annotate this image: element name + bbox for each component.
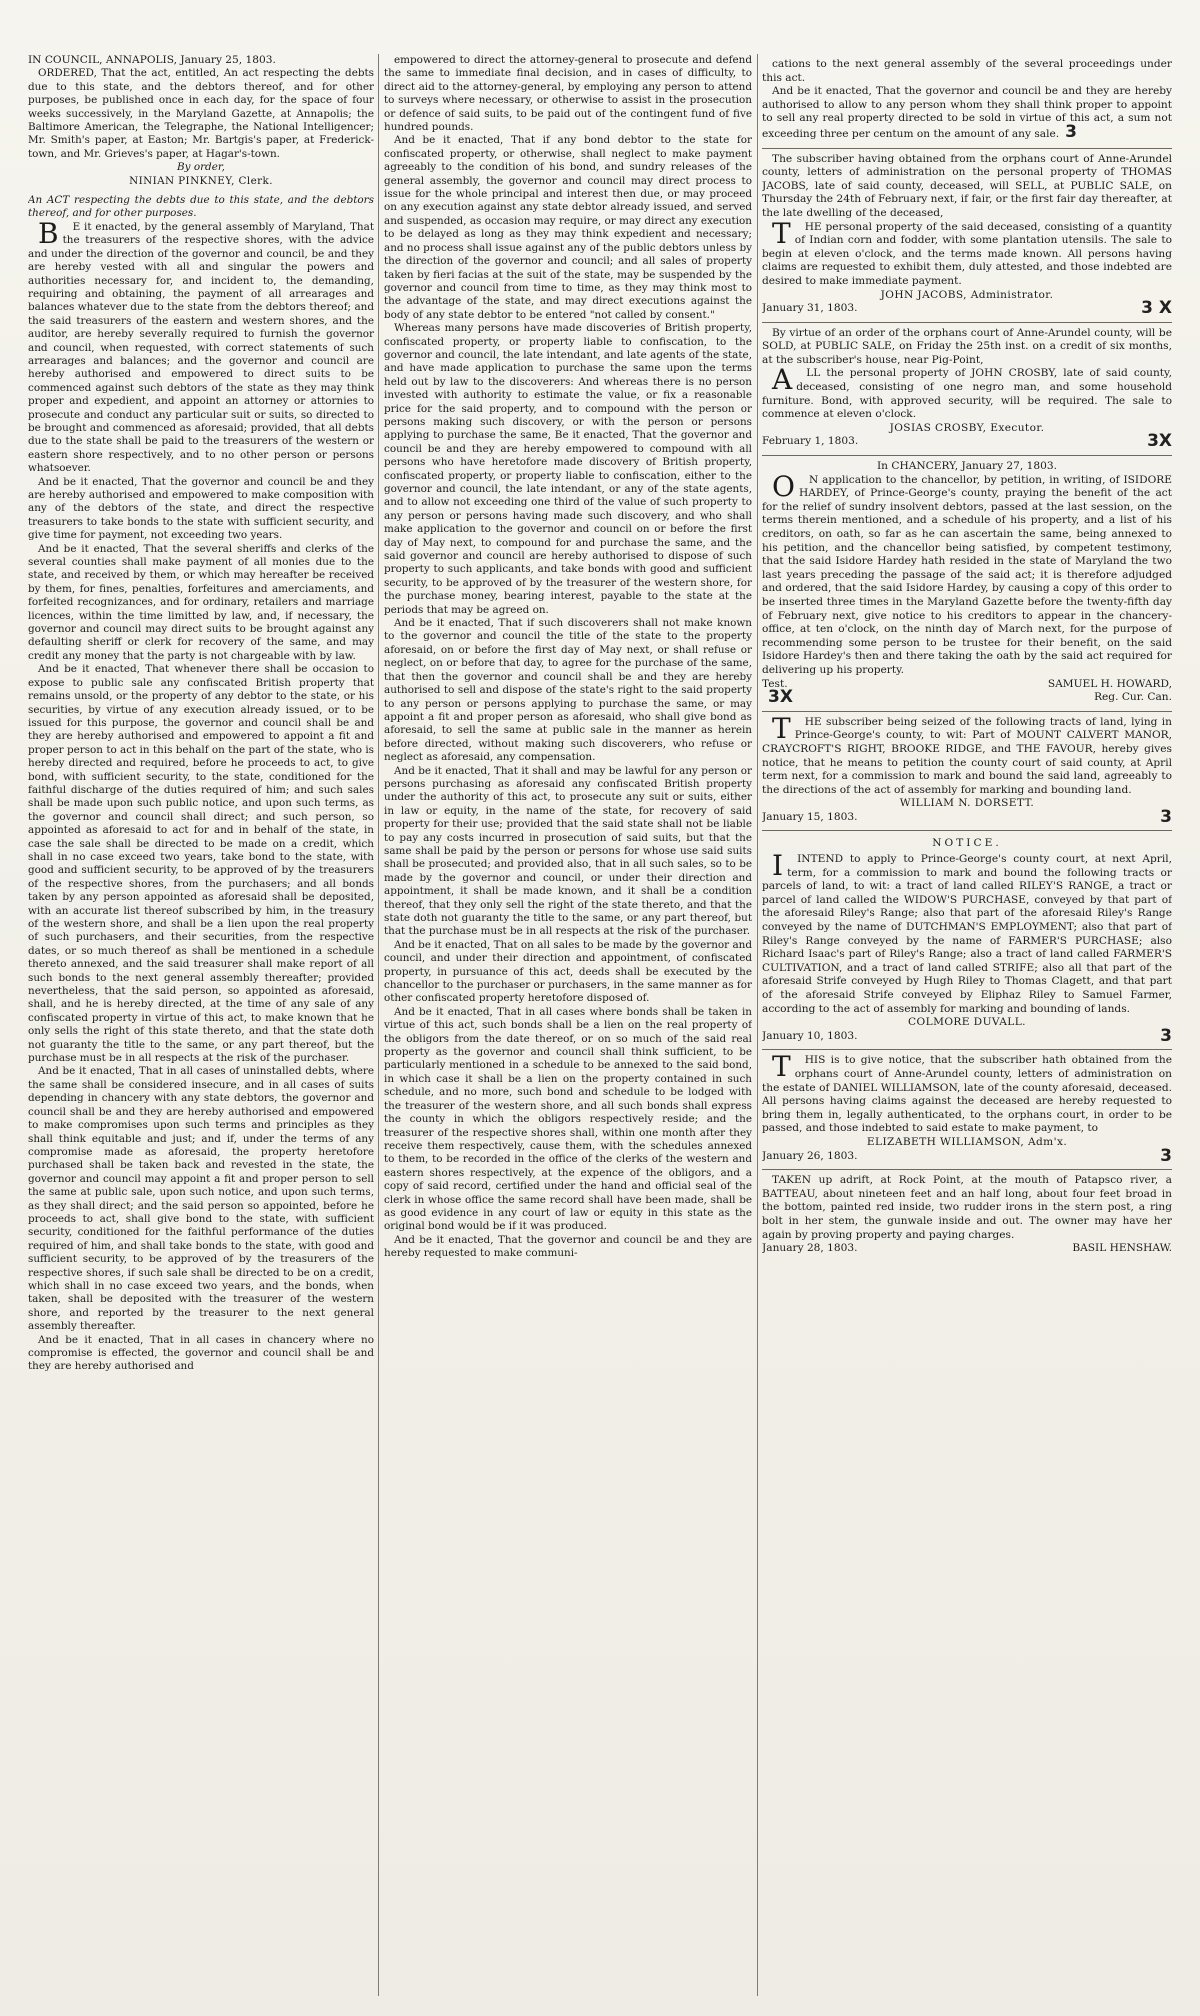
act-paragraph: cations to the next general assembly of the several proceedings under this act. — [762, 58, 1172, 84]
act-conclusion — [762, 54, 1172, 149]
act-paragraph: And be it enacted, That if any bond debtor to the state for confiscated property, or otherwise, shall neglect to make payment agreeably to the condition of his bond, and sundry releases of the general assembly, the governor and council may direct process to issue for the whole principal and interest then due, or may proceed on any execution against any state debtor already issued, and served and suspended, as occasion may require, or may direct any execution to be delayed as long as they may think expedient and necessary; and no process shall issue against any of the public debtors unless by the direction of the governor and council; and all sales of property taken by fieri facias at the suit of the state, may be suspended by the governor and council from time to time, as they may think most to the advantage of the state, and may direct executions against the body of any state debtor to be entered "not called by consent." — [384, 134, 752, 321]
ad-signature: WILLIAM N. DORSETT. — [899, 797, 1035, 810]
ad-signature: BASIL HENSHAW. — [1072, 1242, 1172, 1255]
ad-text: I INTEND to apply to Prince-George's county court, at next April, term, for a commission to mark and bound the following tracts or parcels of land, to wit: a tract of land called RILEY'S RANGE, a tract or parcel of land called the WIDOW'S PURCHASE, conveyed by that part of the aforesaid Riley's Range; also that part of the aforesaid Riley's Range conveyed by the name of DUTCHMAN'S EMPLOYMENT; also that part of Riley's Range conveyed by the name of FARMER'S PURCHASE; also Richard Isaac's part of Riley's Range; also a tract of land called FARMER'S CULTIVATION, and a tract of land called STRIFE; also all that part of the aforesaid Strife conveyed by Hugh Riley to Thomas Clagett, and that part of the aforesaid Strife conveyed by Eliphaz Riley to Samuel Farmer, according to the act of assembly for marking and bounding of lands. — [762, 849, 1172, 1015]
act-paragraph: And be it enacted, That on all sales to be made by the governor and council, and under their direction and appointment, of confiscated property, in pursuance of this act, deeds shall be executed by the chancellor to the purchaser or purchasers, in the same manner as for other confiscated property heretofore disposed of. — [384, 938, 752, 1005]
drop-cap: T — [772, 1050, 791, 1084]
drop-cap: T — [772, 216, 791, 250]
handwritten-mark: 3 — [1160, 1025, 1172, 1046]
handwritten-mark: 3 — [1160, 1145, 1172, 1166]
ad-dateline: In CHANCERY, January 27, 1803. — [877, 460, 1057, 473]
handwritten-mark: 3 X — [1141, 298, 1172, 319]
ad-text: T HIS is to give notice, that the subscriber hath obtained from the orphans court of Anne-Arundel county, letters of administration on the estate of DANIEL WILLIAMSON, late of the county aforesaid, deceased. All persons having claims against the deceased are hereby requested to bring them in, legally authenticated, to the orphans court, in order to be passed, and those indebted to said estate to make payment, to — [762, 1050, 1172, 1135]
advertisement-henshaw — [762, 1170, 1172, 1262]
ad-date-line — [762, 806, 1172, 827]
ad-signature-line — [762, 678, 1172, 692]
act-paragraph: empowered to direct the attorney-general to prosecute and defend the same to immediate final decision, and in cases of difficulty, to direct aid to the attorney-general, by employing any person to attend to surveys where necessary, or otherwise to assist in the prosecution or defence of said suits, to be paid out of the contingent fund of five hundred pounds. — [384, 54, 752, 134]
column-1 — [28, 54, 374, 1996]
act-paragraph: B E it enacted, by the general assembly of Maryland, That the treasurers of the respective shores, with the advice and under the direction of the governor and council, be and they are hereby vested with all and singular the powers and authorities necessary for, and incident to, the demanding, requiring and obtaining, the payment of all arrearages and balances whatever due to the state from the debtors thereof; and the said treasurers of the eastern and western shores, and the auditor, are hereby severally required to furnish the governor and council, when requested, with correct statements of such arrearages and balances; and the governor and council are hereby authorised and empowered to direct suits to be commenced against such debtors of the state as they may think proper and expedient, and appoint an attorney or attornies to prosecute and conduct any particular suit or suits, so directed to be brought and commenced as aforesaid; provided, that all debts due to the state shall be paid to the treasurers of the western or eastern shore respectively, and to no other person or persons whatsoever. — [28, 216, 374, 475]
ad-text: T HE subscriber being seized of the following tracts of land, lying in Prince-George's county, to wit: Part of MOUNT CALVERT MANOR, CRAYCROFT'S RIGHT, BROOKE RIDGE, and THE FAVOUR, hereby gives notice, that he means to petition the county court of said county, at April term next, for a commission to mark and bound the said land, agreeably to the directions of the act of assembly for marking and bounding land. — [762, 711, 1172, 796]
ad-date: January 31, 1803. — [762, 302, 858, 315]
drop-cap: I — [772, 849, 784, 883]
act-paragraph: And be it enacted, That if such discoverers shall not make known to the governor and council the title of the state to the property aforesaid, on or before the first day of May next, or shall refuse or neglect, on or before that day, to agree for the purchase of the same, that then the governor and council shall be and they are hereby authorised to sell and dispose of the state's right to the said property to any person or persons applying to purchase the same, or may appoint a fit and proper person as aforesaid, who shall give bond as aforesaid, to sell the same at public sale in the manner as herein before directed, without making such discoverers, who refuse or neglect as aforesaid, any compensation. — [384, 617, 752, 764]
ad-text: O N application to the chancellor, by petition, in writing, of ISIDORE HARDEY, of Prince-George's county, praying the benefit of the act for the relief of sundry insolvent debtors, passed at the last session, on the terms therein mentioned, and a schedule of his property, and a list of his creditors, on oath, so far as he can ascertain the same, being annexed to his petition, and the chancellor being satisfied, by competent testimony, that the said Isidore Hardey hath resided in the state of Maryland the two last years preceding the passage of the said act; it is therefore adjudged and ordered, that the said Isidore Hardey, by causing a copy of this order to be inserted three times in the Maryland Gazette before the twenty-fifth day of February next, give notice to his creditors to appear in the chancery-office, at ten o'clock, on the ninth day of March next, for the purpose of recommending some person to be trustee for their benefit, on the said Isidore Hardey's then and there taking the oath by the said act required for delivering up his property. — [762, 469, 1172, 676]
ad-date-line — [762, 1145, 1172, 1166]
advertisement-dorsett — [762, 712, 1172, 832]
by-order: By order, — [177, 161, 225, 174]
ad-heading: NOTICE. — [932, 837, 1002, 850]
ad-date: February 1, 1803. — [762, 435, 859, 448]
act-paragraph: And be it enacted, That in all cases in chancery where no compromise is effected, the governor and council shall be and they are hereby authorised and — [28, 1333, 374, 1373]
ad-signature: ELIZABETH WILLIAMSON, Adm'x. — [866, 1135, 1068, 1148]
act-paragraph: And be it enacted, That the governor and council be and they are hereby authorised and empowered to make composition with any of the debtors of the state, and direct the respective treasurers to take bonds to the state with sufficient security, and give time for payment, not exceeding two years. — [28, 475, 374, 542]
ad-date: January 10, 1803. — [762, 1029, 858, 1042]
handwritten-mark: 3X — [1147, 431, 1172, 452]
ad-text: TAKEN up adrift, at Rock Point, at the mouth of Patapsco river, a BATTEAU, about nineteen feet and an half long, about four feet broad in the bottom, painted red inside, two rudder irons in the stern post, a ring bolt in her stem, the gunwale inside and out. The owner may have her again by proving property and paying charges. — [762, 1174, 1172, 1241]
ad-date: January 15, 1803. — [762, 810, 858, 823]
ad-date-line — [762, 1025, 1172, 1046]
ad-date: January 26, 1803. — [762, 1149, 858, 1162]
advertisement-chancery — [762, 456, 1172, 712]
handwritten-mark: 3 — [1065, 121, 1077, 142]
handwritten-mark: 3X — [768, 687, 793, 708]
ad-signature-line — [762, 687, 1172, 708]
column-rule — [757, 54, 758, 1996]
act-paragraph: Whereas many persons have made discoveries of British property, confiscated property, or property liable to confiscation, to the governor and council, the late intendant, and late agents of the state, and have made application to purchase the same upon the terms held out by law to the discoverers: And whereas there is no person invested with authority to estimate the value, or fix a reasonable price for the said property, and to compound with the person or persons making such discovery, or with the person or persons applying to purchase the same, Be it enacted, That the governor and council be and they are hereby empowered to compound with all persons who have heretofore made discovery of British property, confiscated property, or property liable to confiscation, either to the governor and council, the late intendant, or any of the state agents, and to allow not exceeding one third of the value of such property to any person or persons having made such discovery, and who shall make application to the governor and council on or before the first day of May next, to compound for and purchase the same, and the said governor and council are hereby authorised to dispose of such property to such applicants, and take bonds with good and sufficient security, to be approved of by the treasurer of the western shore, for the purchase money, bearing interest, payable to the state at the periods that may be agreed on. — [384, 322, 752, 616]
order-paragraph: ORDERED, That the act, entitled, An act respecting the debts due to this state, and the debtors thereof, and for other purposes, be published once in each day, for the space of four weeks successively, in the Maryland Gazette, at Annapolis; the Baltimore American, the Telegraphe, the National Intelligencer; Mr. Smith's paper, at Easton; Mr. Bartgis's paper, at Frederick-town, and Mr. Grieves's paper, at Hagar's-town. — [28, 67, 374, 160]
act-paragraph: And be it enacted, That it shall and may be lawful for any person or persons purchasing as aforesaid any confiscated British property under the authority of this act, to prosecute any suit or suits, either in law or equity, in the name of the state, for recovery of said property for their use; provided that the said state shall not be liable to pay any costs incurred in prosecution of said suits, but that the same shall be paid by the person or persons for whose use said suits shall be prosecuted; and provided also, that in all such sales, so to be made by the governor and council, or under their direction and appointment, it shall be made known, and it shall be a condition thereof, that they only sell the right of the state thereto, and that the state doth not guaranty the title to the same, or any part thereof, but that the purchase must be in all respects at the risk of the purchaser. — [384, 764, 752, 938]
ad-text: By virtue of an order of the orphans court of Anne-Arundel county, will be SOLD, at PUBLIC SALE, on Friday the 25th inst. on a credit of six months, at the subscriber's house, near Pig-Point, — [762, 326, 1172, 366]
ad-signature: COLMORE DUVALL. — [908, 1016, 1026, 1029]
ad-date-line — [762, 298, 1172, 319]
column-3 — [762, 54, 1172, 1996]
council-dateline: IN COUNCIL, ANNAPOLIS, January 25, 1803. — [28, 54, 276, 66]
ad-date: January 28, 1803. — [762, 1242, 858, 1255]
advertisement-jacobs — [762, 149, 1172, 323]
handwritten-mark: 3 — [1160, 806, 1172, 827]
clerk-signature: NINIAN PINKNEY, Clerk. — [129, 174, 273, 187]
act-paragraph: And be it enacted, That in all cases where bonds shall be taken in virtue of this act, such bonds shall be a lien on the real property of the obligors from the date thereof, or on so much of the said real property as the governor and council shall think sufficient, to be particularly mentioned in a schedule to be annexed to the said bond, in which case it shall be a lien on the property contained in such schedule, and no more, such bond and schedule to be lodged with the treasurer of the western shore, and all such bonds shall express the county in which the obligors respectively reside; and the treasurer of the respective shores shall, within one month after they receive them respectively, cause them, with the schedules annexed to them, to be recorded in the office of the clerks of the western and eastern shores respectively, at the expence of the obligors, and a copy of said record, certified under the hand and official seal of the clerk in whose office the same record shall have been made, shall be as good evidence in any court of law or equity in this state as the original bond would be if it was produced. — [384, 1005, 752, 1233]
advertisement-williamson — [762, 1050, 1172, 1170]
ad-signature: JOSIAS CROSBY, Executor. — [889, 421, 1045, 434]
act-paragraph: And be it enacted, That in all cases of uninstalled debts, where the same shall be considered insecure, and in all cases of suits depending in chancery with any state debtors, the governor and council shall be and they are hereby authorised and empowered to make compromises upon such terms and principles as they shall think equitable and just; and if, under the terms of any compromise made as aforesaid, the property heretofore purchased shall be taken back and revested in the state, the governor and council may appoint a fit and proper person to sell the same at public sale, upon such notice, and upon such terms, as they shall direct; and the said person so appointed, before he proceeds to act, shall give bond to the state, with sufficient security, conditioned for the faithful performance of the duties required of him, and shall take bonds to the state, with good and sufficient security, to be approved of by the treasurers of the respective shores, if such sale shall be directed to be on a credit, which shall in no case exceed two years, and the bonds, when taken, shall be deposited with the treasurer of the western shore, and reported by the treasurer to the next general assembly thereafter. — [28, 1065, 374, 1333]
act-paragraph: And be it enacted, That the governor and council be and they are hereby authorised to allow to any person whom they shall think proper to appoint to sell any real property directed to be sold in virtue of this act, a sum not exceeding three per centum on the amount of any sale. 3 — [762, 85, 1172, 142]
advertisement-crosby — [762, 323, 1172, 456]
act-paragraph: And be it enacted, That the governor and council be and they are hereby requested to make communi- — [384, 1233, 752, 1260]
ad-signature: SAMUEL H. HOWARD, — [1047, 677, 1172, 690]
ad-date-line — [762, 1242, 1172, 1256]
drop-cap: O — [772, 469, 795, 503]
drop-cap: B — [38, 216, 59, 250]
advertisement-duvall — [762, 831, 1172, 1050]
column-rule — [378, 54, 379, 1996]
ad-date-line — [762, 431, 1172, 452]
act-title: An ACT respecting the debts due to this state, and the debtors thereof, and for other purposes. — [28, 194, 374, 220]
drop-cap: A — [772, 363, 793, 397]
ad-text: The subscriber having obtained from the orphans court of Anne-Arundel county, letters of administration on the personal property of THOMAS JACOBS, late of said county, deceased, will SELL, at PUBLIC SALE, on Thursday the 24th of February next, if fair, or the first fair day thereafter, at the late dwelling of the deceased, — [762, 152, 1172, 219]
ad-text: A LL the personal property of JOHN CROSBY, late of said county, deceased, consisting of one negro man, and some household furniture. Bond, with approved security, will be required. The sale to commence at eleven o'clock. — [762, 363, 1172, 421]
act-paragraph: And be it enacted, That whenever there shall be occasion to expose to public sale any confiscated British property that remains unsold, or the property of any debtor to the state, or his securities, by virtue of any execution already issued, or to be issued for this purpose, the governor and council shall be and they are hereby authorised and empowered to appoint a fit and proper person to act in this behalf on the part of the state, who is hereby directed and required, before he proceeds to act, to give bond, with sufficient security, to the state, conditioned for the faithful discharge of the duties required of him; and such sales shall be made upon such public notice, and upon such terms, as the governor and council shall direct; and such person, so appointed as aforesaid to act for and in behalf of the state, in case the sale shall be directed to be made on a credit, which shall in no case exceed two years, take bond to the state, with good and sufficient security, to be approved of by the treasurers of the respective shores, from the purchasers; and all bonds taken by any person appointed as aforesaid shall be deposited, with an accurate list thereof subscribed by him, in the treasury of the western shore, and shall be a lien upon the real property of such purchasers, and their securities, from the respective dates, or so much thereof as shall be mentioned in a schedule thereto annexed, and the said treasurer shall make report of all such bonds to the next general assembly thereafter; provided nevertheless, that the said person, so appointed as aforesaid, shall, and he is hereby directed, at the time of any sale of any confiscated property in virtue of this act, to make known that he only sells the right of this state thereto, and that the state doth not guaranty the title to the same, or any part thereof, but the purchase must be in all respects at the risk of the purchaser. — [28, 663, 374, 1065]
drop-cap: T — [772, 711, 791, 745]
column-2 — [384, 54, 752, 1996]
act-paragraph: And be it enacted, That the several sheriffs and clerks of the several counties shall make payment of all monies due to the state, and received by them, or which may hereafter be received by them, for fines, penalties, forfeitures and amerciaments, and forfeited recognizances, and for ordinary, retailers and marriage licences, within the time limitted by law, and, if necessary, the governor and council may direct suits to be brought against any defaulting sheriff or clerk for recovery of the same, and may credit any money that the party is not chargeable with by law. — [28, 542, 374, 662]
ad-signature-title: Reg. Cur. Can. — [1094, 691, 1172, 704]
page-columns — [28, 54, 1172, 1996]
ad-text: T HE personal property of the said deceased, consisting of a quantity of Indian corn and fodder, with some plantation utensils. The sale to begin at eleven o'clock, and the terms made known. All persons having claims are requested to exhibit them, duly attested, and those indebted are desired to make immediate payment. — [762, 216, 1172, 287]
ad-test: Test. — [762, 677, 788, 690]
ad-signature: JOHN JACOBS, Administrator. — [880, 288, 1054, 301]
